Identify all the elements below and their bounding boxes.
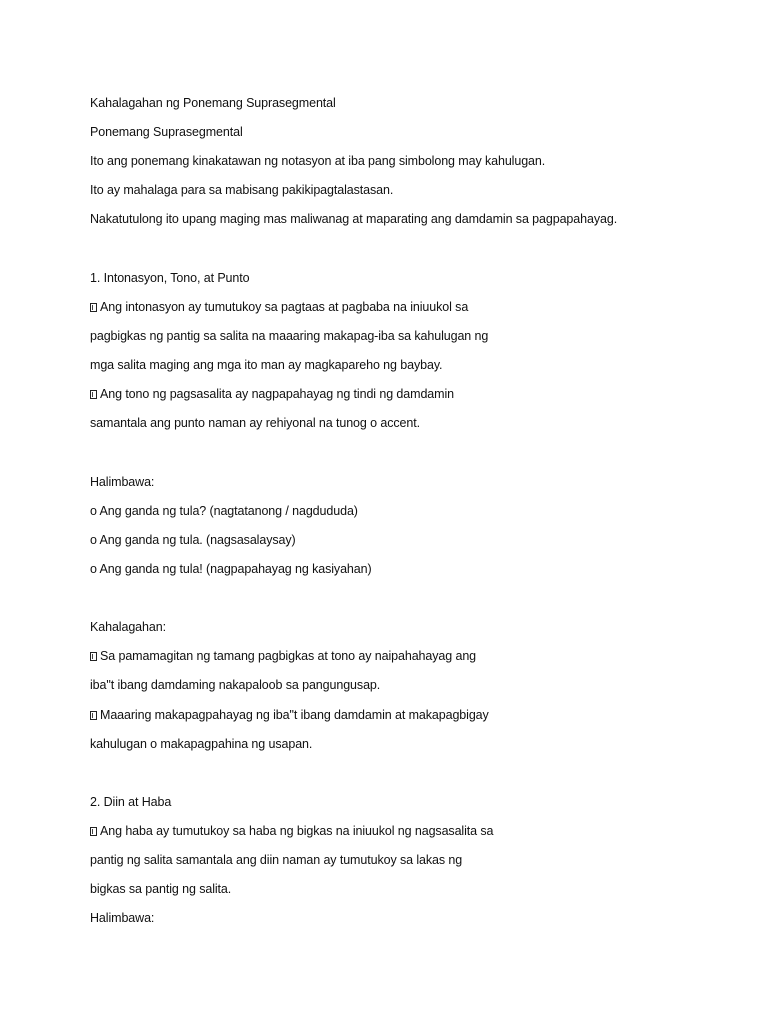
- bullet-paragraph: [90, 386, 454, 402]
- section-heading: 1. Intonasyon, Tono, at Punto: [90, 271, 250, 285]
- intro-line: Nakatutulong ito upang maging mas maliwanag at maparating ang damdamin sa pagpapahayag.: [90, 212, 618, 226]
- document-title: Kahalagahan ng Ponemang Suprasegmental: [90, 96, 336, 110]
- bullet-icon: [90, 390, 97, 399]
- bullet-paragraph: [90, 707, 489, 723]
- bullet-paragraph: [90, 823, 493, 839]
- bullet-icon: [90, 827, 97, 836]
- paragraph-line: samantala ang punto naman ay rehiyonal na tunog o accent.: [90, 416, 420, 430]
- importance-heading: Kahalagahan:: [90, 620, 166, 634]
- bullet-paragraph: [90, 299, 468, 315]
- paragraph-line: pantig ng salita samantala ang diin naman ay tumutukoy sa lakas ng: [90, 853, 463, 867]
- paragraph-line: mga salita maging ang mga ito man ay magkapareho ng baybay.: [90, 358, 443, 372]
- example-item: o Ang ganda ng tula? (nagtatanong / nagdududa): [90, 504, 358, 518]
- document-subtitle: Ponemang Suprasegmental: [90, 125, 243, 139]
- bullet-icon: [90, 652, 97, 661]
- bullet-paragraph: [90, 648, 476, 664]
- intro-line: Ito ay mahalaga para sa mabisang pakikipagtalastasan.: [90, 183, 394, 197]
- paragraph-line: iba"t ibang damdaming nakapaloob sa pangungusap.: [90, 678, 381, 692]
- paragraph-line: bigkas sa pantig ng salita.: [90, 882, 232, 896]
- paragraph-line: kahulugan o makapagpahina ng usapan.: [90, 737, 313, 751]
- paragraph-text: Ang tono ng pagsasalita ay nagpapahayag ng tindi ng damdamin: [100, 387, 454, 401]
- paragraph-line: pagbigkas ng pantig sa salita na maaaring makapag-iba sa kahulugan ng: [90, 329, 489, 343]
- paragraph-text: Sa pamamagitan ng tamang pagbigkas at tono ay naipahahayag ang: [100, 649, 477, 663]
- example-item: o Ang ganda ng tula! (nagpapahayag ng kasiyahan): [90, 562, 372, 576]
- paragraph-text: Ang haba ay tumutukoy sa haba ng bigkas na iniuukol ng nagsasalita sa: [100, 824, 494, 838]
- bullet-icon: [90, 303, 97, 312]
- paragraph-text: Ang intonasyon ay tumutukoy sa pagtaas at pagbaba na iniuukol sa: [100, 300, 469, 314]
- example-item: o Ang ganda ng tula. (nagsasalaysay): [90, 533, 296, 547]
- section-heading: 2. Diin at Haba: [90, 795, 172, 809]
- paragraph-text: Maaaring makapagpahayag ng iba"t ibang damdamin at makapagbigay: [100, 708, 489, 722]
- example-heading: Halimbawa:: [90, 475, 155, 489]
- intro-line: Ito ang ponemang kinakatawan ng notasyon at iba pang simbolong may kahulugan.: [90, 154, 546, 168]
- example-heading: Halimbawa:: [90, 911, 155, 925]
- bullet-icon: [90, 711, 97, 720]
